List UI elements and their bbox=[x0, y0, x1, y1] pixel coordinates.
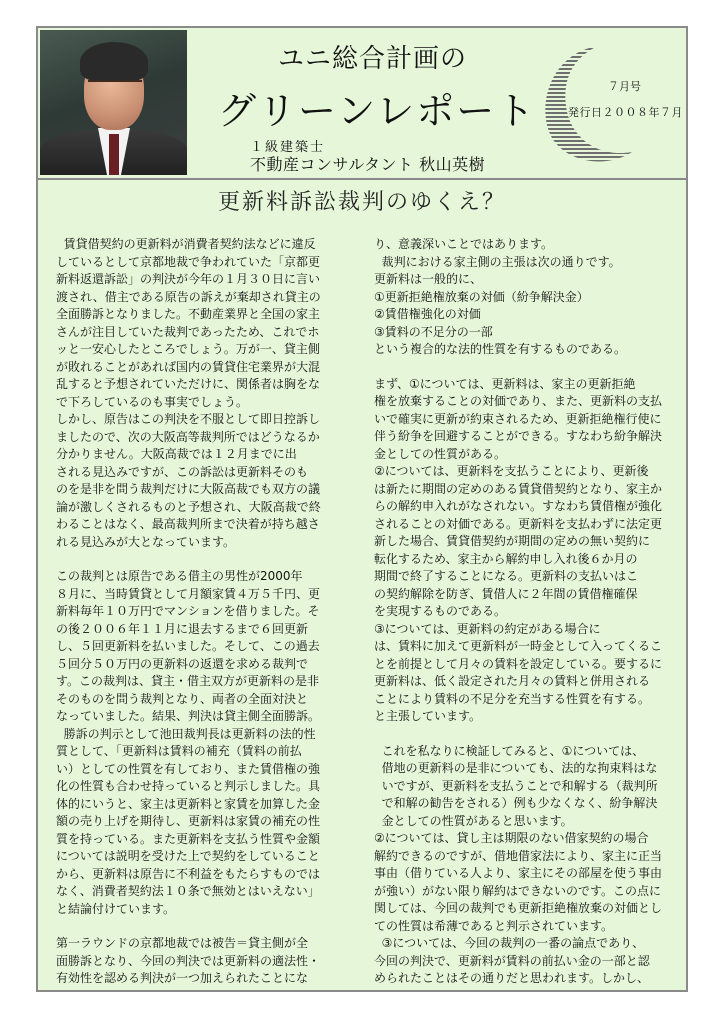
author-name: 不動産コンサルタント 秋山英樹 bbox=[250, 155, 486, 174]
header bbox=[38, 28, 686, 180]
paragraph: まず、①については、更新料は、家主の更新拒絶 権を放棄することの対価であり、また、更新料の支払 いで確実に更新が約束されるため、更新拒絶権行使に 伴う紛争を回避することができる。すなわち紛争解決 金としての性質がある。 ②については、更新料を支払うことにより、更新後 は新たに期間の定めのある賃貸借契約となり、家主か らの解約申入れがなされない。すなわち賃借権が強化 されることの対価である。更新料を支払わずに法定更 新した場合、賃貸借契約が期間の定めの無い契約に 転化するため、家主から解約申し入れ後６か月の 期間で終了することになる。更新料の支払いはこ の契約解除を防ぎ、賃借人に２年間の賃借権確保 を実現するものである。 ③については、更新料の約定がある場合に は、賃料に加えて更新料が一時金として入ってくるこ とを前提として月々の賃料を設定している。要するに 更新料は、低く設定された月々の賃料と併用される ことにより賃料の不足分を充当する性質を有する。 と主張しています。 bbox=[374, 376, 663, 723]
headline: 更新料訴訟裁判のゆくえ？ bbox=[217, 190, 506, 215]
author-photo bbox=[40, 30, 187, 175]
report-frame bbox=[36, 26, 688, 992]
issue-month: ７月号 bbox=[608, 80, 641, 93]
left-column bbox=[56, 236, 362, 988]
author-title: １級建築士 bbox=[250, 140, 326, 155]
paragraph: これを私なりに検証してみると、①については、 借地の更新料の是非についても、法的な拘束料はな いですが、更新料を支払うことで和解する（裁判所 で和解の勧告をされる）例も少なくなく、紛争解決 金としての性質があると思います。 ②については、貸し主は期限のない借家契約の場合 解約できるのですが、借地借家法により、家主に正当 事由（借りている人より、家主にその部屋を使う事由 が強い）がない限り解約はできないのです。この点に 関しては、今回の裁判でも更新拒絶権放棄の対価とし ての性質は希薄であると判示されています。 ③については、今回の裁判の一番の論点であり、 今回の判決で、更新料が賃料の前払い金の一部と認 められたことはその通りだと思われます。しかし、 bbox=[374, 743, 663, 985]
paragraph: しかし、原告はこの判決を不服として即日控訴し ましたので、次の大阪高等裁判所ではどうなるか 分かりません。大阪高裁では１２月までに出 される見込みですが、この訴訟は更新料そのも のを是非を問う裁判だけに大阪高裁でも双方の議 論が激しくされるものと予想され、大阪高裁で終 わることはなく、最高裁判所まで決着が持ち越さ れる見込みが大となっています。 bbox=[56, 412, 321, 549]
title-line-2: グリーンレポート bbox=[218, 89, 537, 133]
right-column bbox=[374, 236, 686, 988]
paragraph: 賃貸借契約の更新料が消費者契約法などに違反 しているとして京都地裁で争われていた「京都更 新料返還訴訟」の判決が今年の１月３０日に言い 渡され、借主である原告の訴えが棄却され貸主の 全面勝訴となりました。不動産業界と全国の家主 さんが注目していた裁判であったため、これでホ ッと一安心したところでしょう。万が一、貸主側 が敗れることがあれば国内の賃貸住宅業界が大混 乱すると予想されていただけに、関係者は胸をな で下ろしているのも事実でしょう。 bbox=[56, 237, 321, 409]
paragraph: 勝訴の判示として池田裁判長は更新料の法的性 質として、「更新料は賃料の補充（賃料の前払 い）としての性質を有しており、また賃借権の強 化の性質も合わせ持っていると判示しました。具 体的にいうと、家主は更新料と家賃を加算した金 額の売り上げを期待し、更新料は家賃の補充の性 質を持っている。また更新料を支払う性質や金額 については説明を受けた上で契約をしていること から、更新料は原告に不利益をもたらすものでは なく、消費者契約法１０条で無効とはいえない」 と結論付けています。 bbox=[56, 726, 321, 916]
paragraph: 第一ラウンドの京都地裁では被告＝貸主側が全 面勝訴となり、今回の判決では更新料の適法性・ 有効性を認める判決が一つ加えられたことにな bbox=[56, 936, 321, 985]
paragraph: り、意義深いことではあります。 裁判における家主側の主張は次の通りです。 更新料は一般的に、 ①更新拒絶権放棄の対価（紛争解決金） ②賃借権強化の対価 ③賃料の不足分の一部 という複合的な法的性質を有するものである。 bbox=[374, 237, 627, 356]
title-line-1: ユニ総合計画の bbox=[278, 44, 468, 74]
paragraph: この裁判とは原告である借主の男性が2000年 ８月に、当時賃貸として月額家賃４万５千円、更 新料毎年１０万円でマンションを借りました。そ の後２００６年１１月に退去するまで６回更新 し、５回更新料を払いました。そして、この過去 ５回分５０万円の更新料の返還を求める裁判で す。この裁判は、貸主・借主双方が更新料の是非 そのものを問う裁判となり、両者の全面対決と なっていました。結果、判決は貸主側全面勝訴。 bbox=[56, 569, 321, 723]
issue-date: 発行日２００８年７月 bbox=[568, 106, 683, 119]
